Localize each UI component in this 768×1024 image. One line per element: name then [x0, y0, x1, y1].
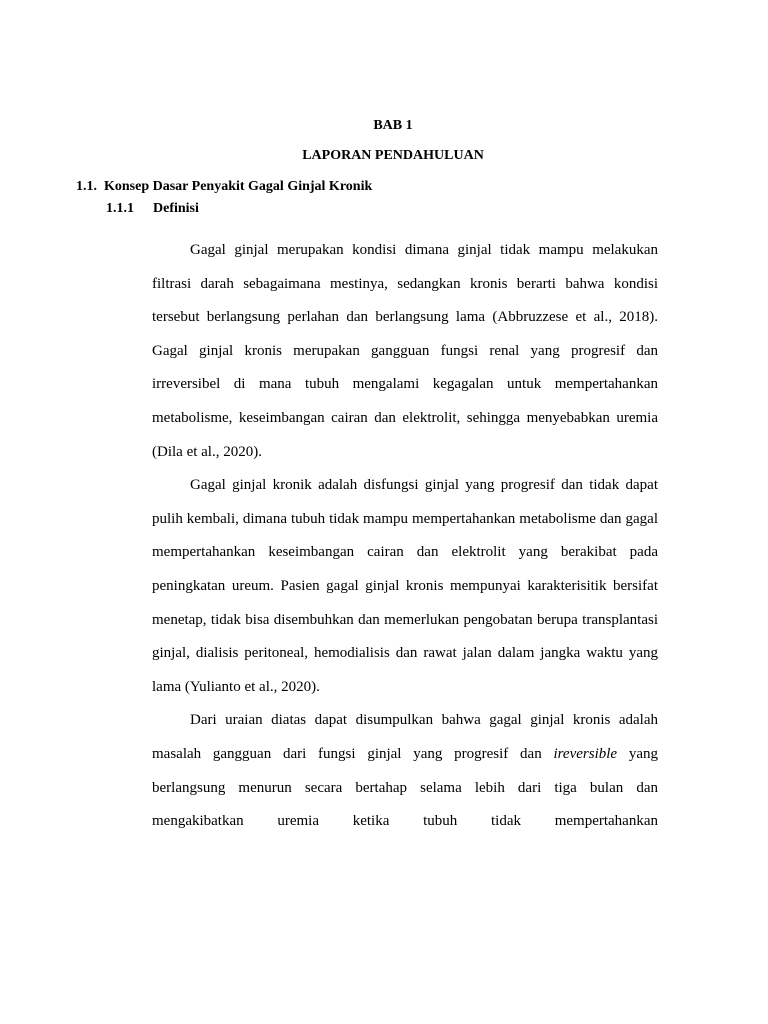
- paragraph-2: Gagal ginjal kronik adalah disfungsi ginjal yang progresif dan tidak dapat pulih kembali, dimana tubuh tidak mampu mempertahankan metabolisme dan gagal mempertahankan keseimbangan cairan dan elektrolit yang berakibat pada peningkatan ureum. Pasien gagal ginjal kronis mempunyai karakterisitik bersifat menetap, tidak bisa disembuhkan dan memerlukan pengobatan berupa transplantasi ginjal, dialisis peritoneal, hemodialisis dan rawat jalan dalam jangka waktu yang lama (Yulianto et al., 2020).: [152, 477, 658, 695]
- paragraph-3-text-start: Dari uraian diatas dapat disumpulkan bahwa gagal ginjal kronis adalah masalah gangguan dari fungsi ginjal yang progresif dan: [152, 712, 658, 762]
- section-number: 1.1.: [76, 179, 97, 194]
- section-heading: [76, 178, 372, 196]
- subsection-title: Definisi: [153, 201, 199, 216]
- paragraph-3: [152, 704, 658, 838]
- chapter-number: BAB 1: [373, 118, 413, 133]
- paragraph-3-text-end: yang berlangsung menurun secara bertahap selama lebih dari tiga bulan dan mengakibatkan uremia ketika tubuh tidak mempertahankan: [152, 745, 658, 830]
- subsection-heading: [106, 200, 199, 218]
- section-title: Konsep Dasar Penyakit Gagal Ginjal Kronik: [104, 179, 373, 194]
- paragraph-3-italic-term: ireversible: [553, 745, 618, 762]
- subsection-number: 1.1.1: [106, 201, 134, 216]
- paragraph-1: Gagal ginjal merupakan kondisi dimana ginjal tidak mampu melakukan filtrasi darah sebagaimana mestinya, sedangkan kronis berarti bahwa kondisi tersebut berlangsung perlahan dan berlangsung lama (Abbruzzese et al., 2018). Gagal ginjal kronis merupakan gangguan fungsi renal yang progresif dan irreversibel di mana tubuh mengalami kegagalan untuk mempertahankan metabolisme, keseimbangan cairan dan elektrolit, sehingga menyebabkan uremia (Dila et al., 2020).: [152, 242, 658, 460]
- chapter-title: LAPORAN PENDAHULUAN: [302, 148, 484, 163]
- body-text: [152, 234, 658, 839]
